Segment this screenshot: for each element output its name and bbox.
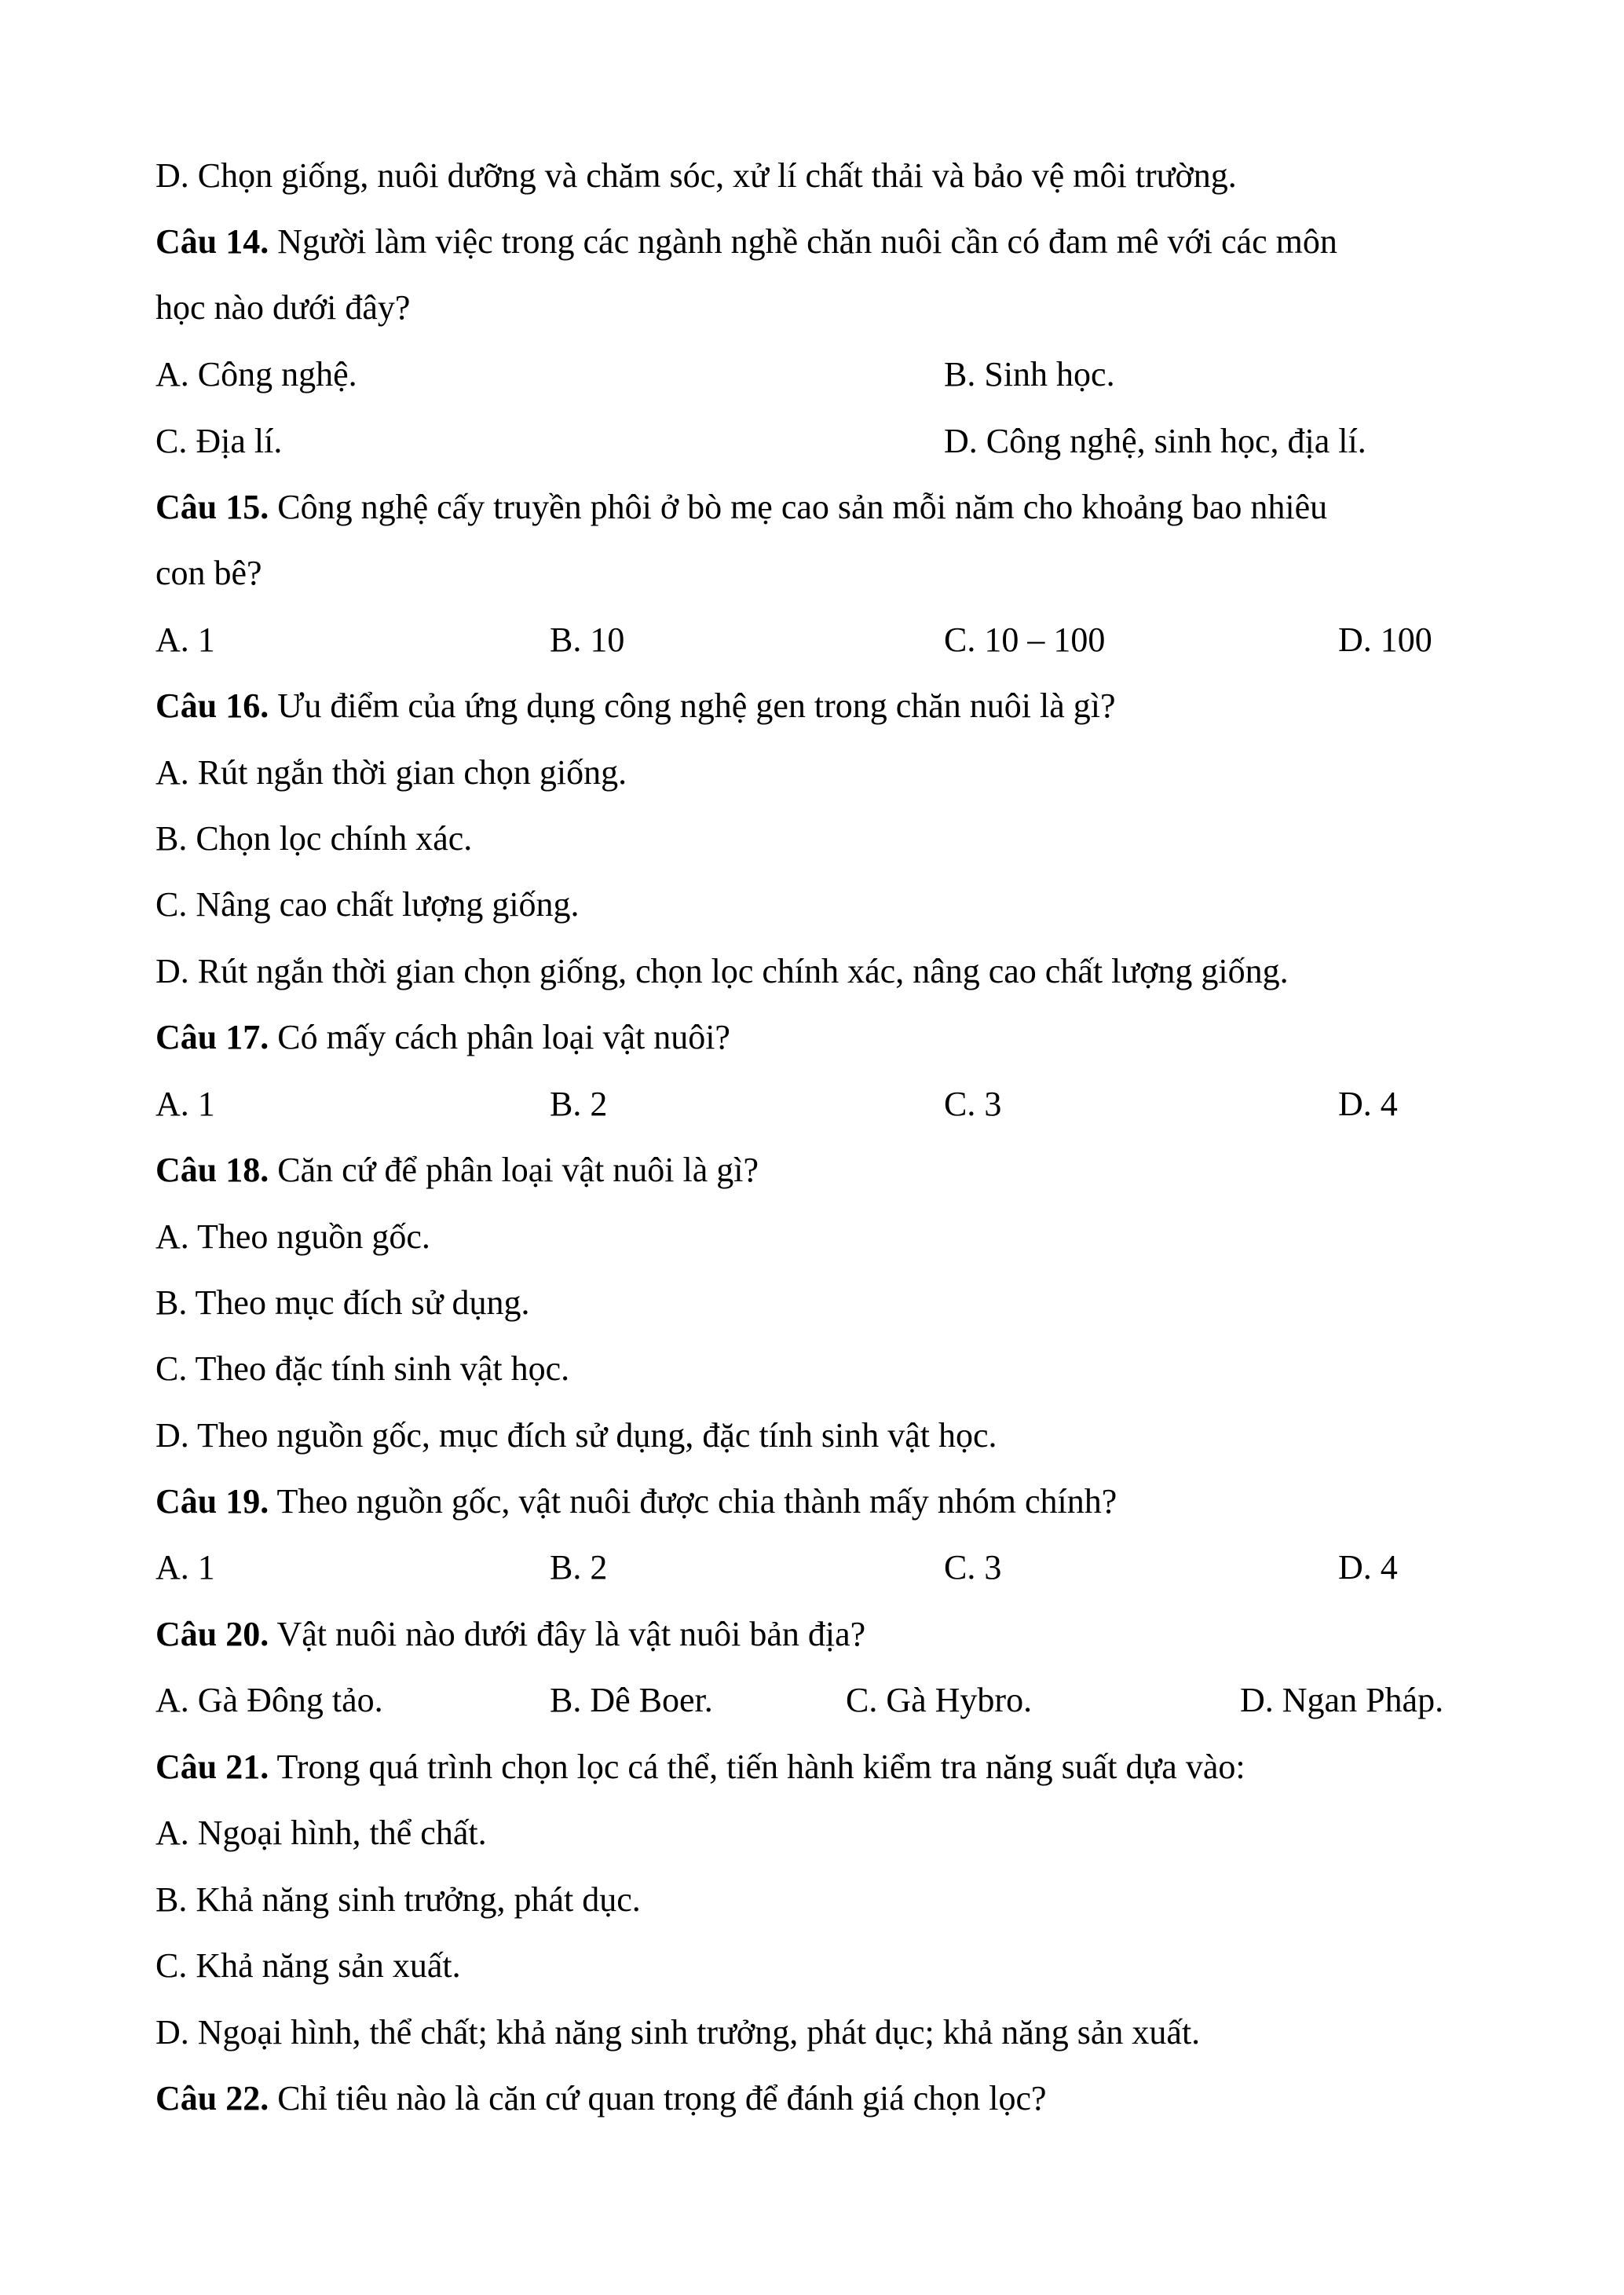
q14-option-b: B. Sinh học. [944,355,1115,393]
q17-stem [155,1016,730,1060]
q14-stem-cont: học nào dưới đây? [155,288,411,327]
q19-option-d: D. 4 [1338,1548,1398,1587]
q19-stem [155,1480,1117,1524]
q14-option-d: D. Công nghệ, sinh học, địa lí. [944,422,1366,460]
q21-option-a: A. Ngoại hình, thể chất. [155,1814,487,1852]
q14-option-a: A. Công nghệ. [155,355,357,393]
q18-text: Căn cứ để phân loại vật nuôi là gì? [269,1151,759,1189]
q21-text: Trong quá trình chọn lọc cá thể, tiến hành kiểm tra năng suất dựa vào: [269,1748,1245,1786]
q13-option-d: D. Chọn giống, nuôi dưỡng và chăm sóc, xử lí chất thải và bảo vệ môi trường. [155,156,1237,195]
q15-stem [155,485,1327,529]
q15-stem-cont: con bê? [155,554,262,592]
q19-option-c: C. 3 [944,1548,1002,1587]
q16-option-d: D. Rút ngắn thời gian chọn giống, chọn lọc chính xác, nâng cao chất lượng giống. [155,952,1289,990]
q18-number: Câu 18. [155,1151,269,1189]
q21-option-d: D. Ngoại hình, thể chất; khả năng sinh trưởng, phát dục; khả năng sản xuất. [155,2013,1201,2052]
q17-text: Có mấy cách phân loại vật nuôi? [269,1018,730,1056]
q22-stem [155,2077,1047,2121]
q18-stem [155,1148,759,1192]
q21-stem [155,1745,1245,1789]
q17-option-c: C. 3 [944,1085,1002,1123]
q17-option-b: B. 2 [550,1085,608,1123]
q16-option-b: B. Chọn lọc chính xác. [155,819,473,858]
q20-stem [155,1612,865,1656]
q14-stem [155,220,1337,264]
q19-text: Theo nguồn gốc, vật nuôi được chia thành mấy nhóm chính? [269,1482,1117,1521]
q16-number: Câu 16. [155,686,269,725]
q16-stem [155,684,1116,728]
q14-text: Người làm việc trong các ngành nghề chăn nuôi cần có đam mê với các môn [269,222,1337,261]
q15-text: Công nghệ cấy truyền phôi ở bò mẹ cao sản mỗi năm cho khoảng bao nhiêu [269,488,1328,526]
q20-option-a: A. Gà Đông tảo. [155,1681,383,1719]
q20-text: Vật nuôi nào dưới đây là vật nuôi bản địa? [269,1615,866,1653]
q15-option-d: D. 100 [1338,620,1432,659]
q19-number: Câu 19. [155,1482,269,1521]
q21-option-b: B. Khả năng sinh trưởng, phát dục. [155,1880,641,1919]
q19-option-b: B. 2 [550,1548,608,1587]
q15-number: Câu 15. [155,488,269,526]
q15-option-b: B. 10 [550,620,625,659]
q17-option-a: A. 1 [155,1085,215,1123]
q16-option-c: C. Nâng cao chất lượng giống. [155,885,580,924]
q21-number: Câu 21. [155,1748,269,1786]
q21-option-c: C. Khả năng sản xuất. [155,1946,461,1985]
q20-option-d: D. Ngan Pháp. [1240,1681,1444,1719]
q18-option-b: B. Theo mục đích sử dụng. [155,1283,530,1322]
q22-number: Câu 22. [155,2079,269,2117]
q20-option-c: C. Gà Hybro. [846,1681,1033,1719]
q15-option-a: A. 1 [155,620,215,659]
q16-text: Ưu điểm của ứng dụng công nghệ gen trong chăn nuôi là gì? [269,686,1116,725]
q20-number: Câu 20. [155,1615,269,1653]
q14-number: Câu 14. [155,222,269,261]
q17-option-d: D. 4 [1338,1085,1398,1123]
q22-text: Chỉ tiêu nào là căn cứ quan trọng để đánh giá chọn lọc? [269,2079,1047,2117]
q20-option-b: B. Dê Boer. [550,1681,713,1719]
q18-option-c: C. Theo đặc tính sinh vật học. [155,1349,570,1388]
q17-number: Câu 17. [155,1018,269,1056]
q14-option-c: C. Địa lí. [155,422,283,460]
q15-option-c: C. 10 – 100 [944,620,1106,659]
q19-option-a: A. 1 [155,1548,215,1587]
q16-option-a: A. Rút ngắn thời gian chọn giống. [155,753,627,792]
q18-option-d: D. Theo nguồn gốc, mục đích sử dụng, đặc tính sinh vật học. [155,1416,997,1455]
q18-option-a: A. Theo nguồn gốc. [155,1217,430,1256]
